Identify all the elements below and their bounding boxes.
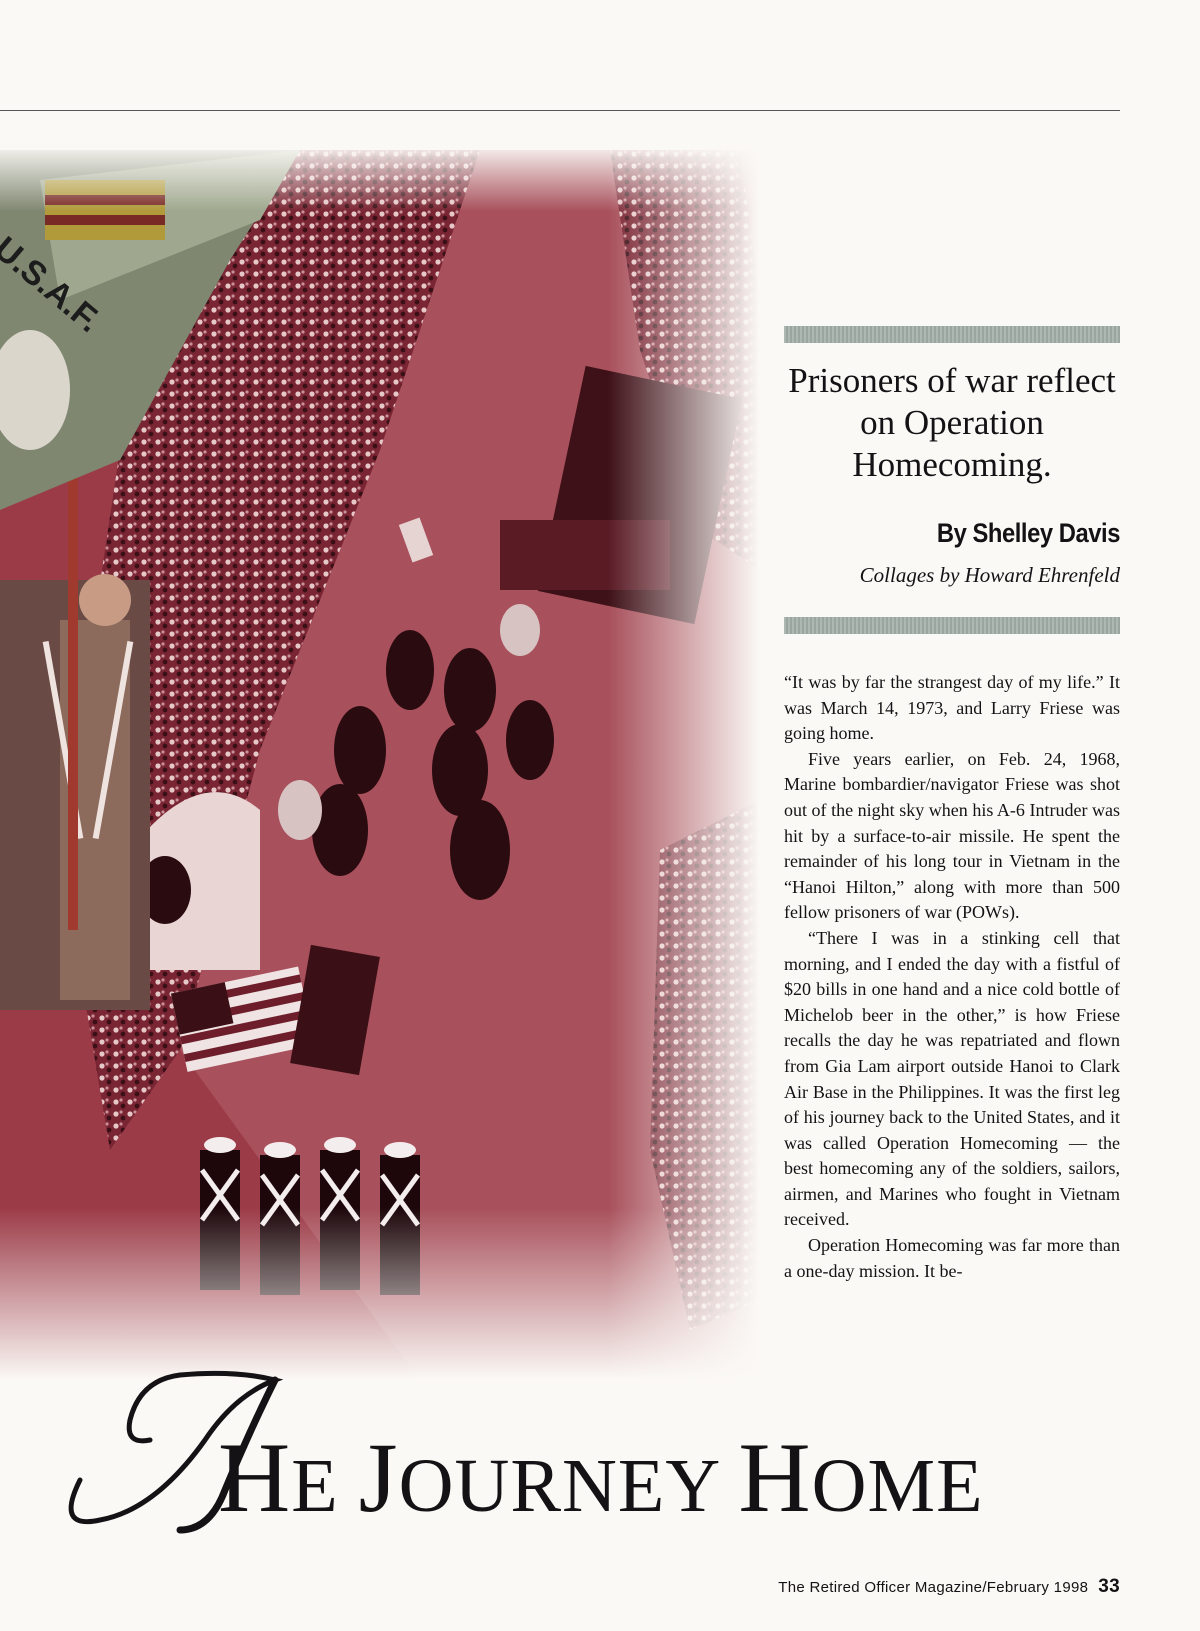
svg-text:T: T: [60, 1370, 61, 1371]
deck-top-rule-bar: [784, 326, 1120, 343]
byline: By Shelley Davis: [936, 518, 1120, 548]
running-title: The Retired Officer Magazine/February 1998: [778, 1579, 1089, 1596]
page-number: 33: [1098, 1576, 1120, 1597]
article-headline: [60, 1370, 1120, 1540]
headline-title: HE JOURNEY HOME: [218, 1422, 984, 1533]
body-paragraph: Five years earlier, on Feb. 24, 1968, Marine bombardier/navigator Friese was shot out of the night sky when his A-6 Intruder was hit by a surface-to-air missile. He spent the remainder of his long tour in Vietnam in the “Hanoi Hilton,” along with more than 500 fellow prisoners of war (POWs).: [784, 748, 1120, 923]
article-body: [784, 670, 1120, 1284]
body-paragraph: “There I was in a stinking cell that morning, and I ended the day with a fistful of $20 bills in one hand and a nice cold bottle of Michelob beer in the other,” is how Friese recalls the day he was repatriated and flown from Gia Lam airport outside Hanoi to Clark Air Base in the Philippines. It was the first leg of his journey back to the United States, and it was called Operation Homecoming — the best homecoming any of the soldiers, sailors, airmen, and Marines who fought in Vietnam received.: [784, 927, 1120, 1230]
page-footer: [778, 1576, 1120, 1598]
parade-collage-photo: [0, 150, 760, 1380]
top-rule: [0, 110, 1120, 111]
body-paragraph: Operation Homecoming was far more than a one-day mission. It be-: [784, 1235, 1120, 1281]
illustration-credit: Collages by Howard Ehrenfeld: [859, 563, 1120, 587]
article-deck: Prisoners of war reflect on Operation Homecoming.: [788, 361, 1116, 484]
body-paragraph: “It was by far the strangest day of my life.” It was March 14, 1973, and Larry Friese was going home.: [784, 672, 1120, 744]
deck-bottom-rule-bar: [784, 617, 1120, 634]
